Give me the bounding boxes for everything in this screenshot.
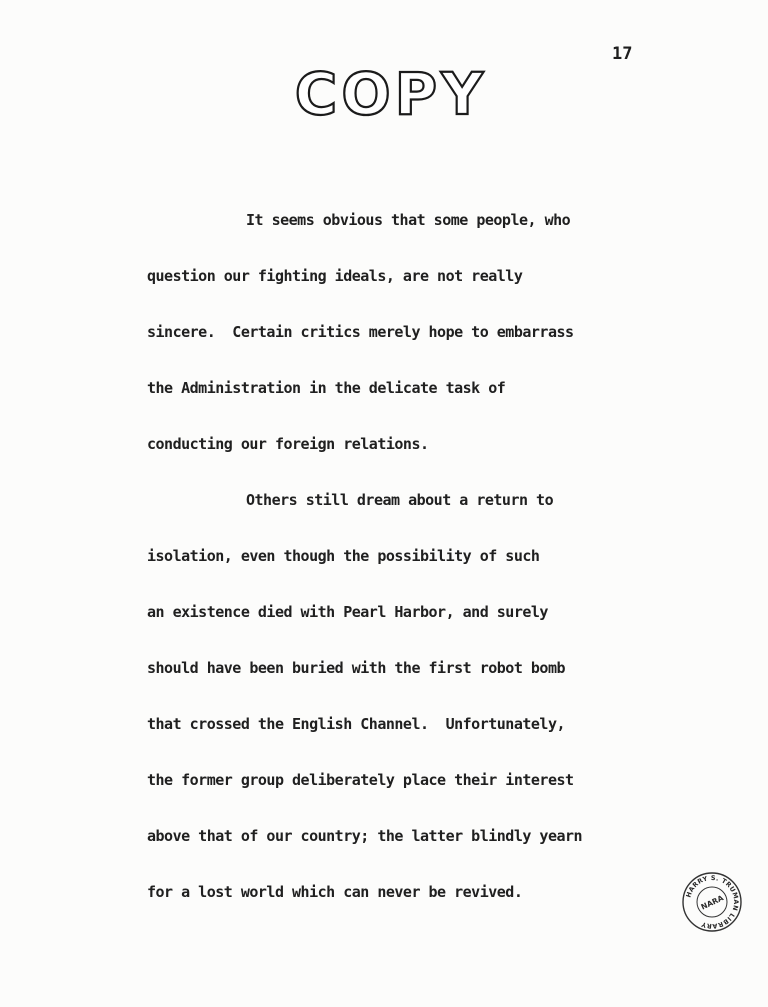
text-line: Others still dream about a return to [246,491,554,509]
text-line: above that of our country; the latter blindly yearn [147,827,583,845]
text-line: It seems obvious that some people, who [246,211,571,229]
seal-center-text: NARA [699,893,725,912]
copy-stamp-graphic [281,62,501,122]
text-line: isolation, even though the possibility of such [147,547,540,565]
copy-stamp-text: COPY [294,62,488,122]
text-line: the former group deliberately place their interest [147,771,574,789]
text-line: for a lost world which can never be revived. [147,883,523,901]
text-line: sincere. Certain critics merely hope to embarrass [147,323,574,341]
copy-stamp [281,62,501,122]
page-number: 17 [612,44,633,64]
letter-body [147,204,747,932]
archive-seal-graphic [681,871,743,933]
seal-ring-text: HARRY S. TRUMAN LIBRARY [684,873,741,931]
text-line: should have been buried with the first robot bomb [147,659,566,677]
text-line: the Administration in the delicate task of [147,379,506,397]
text-line: an existence died with Pearl Harbor, and surely [147,603,548,621]
archive-seal [681,871,743,933]
text-line: question our fighting ideals, are not really [147,267,523,285]
text-line: that crossed the English Channel. Unfortunately, [147,715,566,733]
text-line: conducting our foreign relations. [147,435,429,453]
